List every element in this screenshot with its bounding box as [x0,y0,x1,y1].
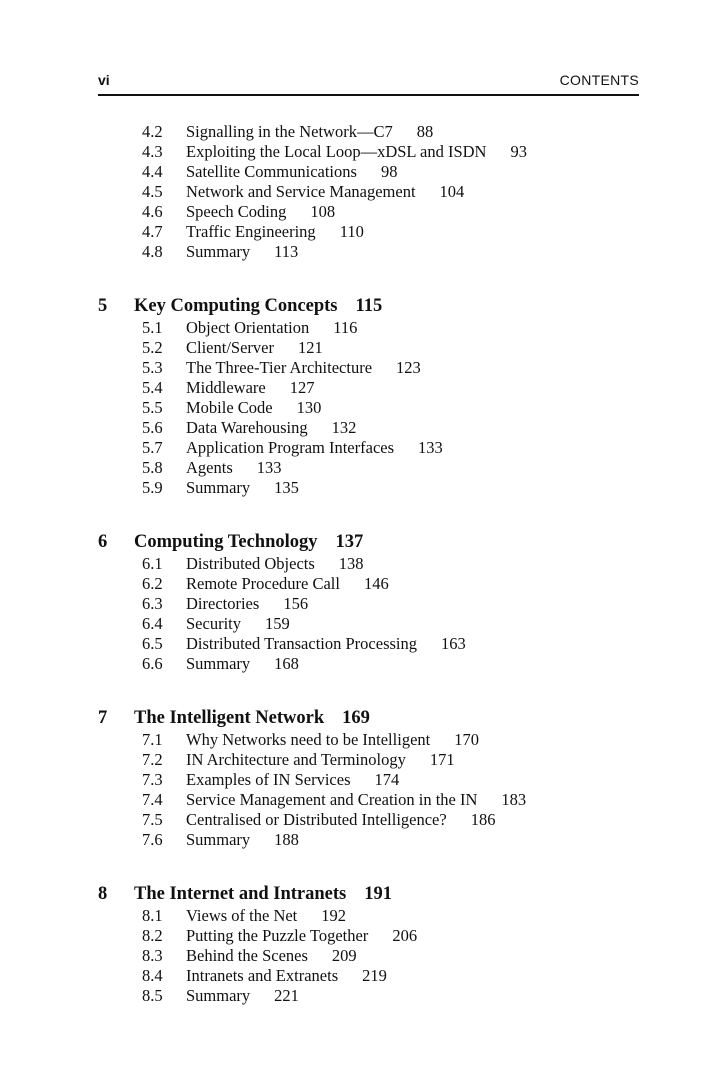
toc-section-entry [98,222,658,242]
page-number: vi [98,72,110,88]
section-number: 7.6 [142,830,163,849]
chapter-page: 169 [342,708,370,728]
toc-section-entry [98,554,658,574]
section-number: 8.4 [142,966,163,985]
toc-section-entry [98,458,658,478]
section-number: 7.3 [142,770,163,789]
section-number: 4.7 [142,222,163,241]
toc-section-entry [98,162,658,182]
section-title: Service Management and Creation in the IN [186,790,478,809]
section-title: Signalling in the Network—C7 [186,122,393,141]
section-title: Directories [186,594,260,613]
section-title: Summary [186,242,251,261]
section-title: Middleware [186,378,266,397]
toc-section-entry [98,438,658,458]
toc-section-entry [98,926,658,946]
chapter-page: 137 [335,532,364,552]
section-page: 133 [256,458,282,477]
section-number: 5.7 [142,438,163,457]
section-title: Remote Procedure Call [186,574,340,593]
toc-section-entry [98,318,658,338]
toc-chapter-block [98,884,658,1006]
chapter-number: 8 [98,884,108,904]
section-number: 6.1 [142,554,163,573]
section-title: Behind the Scenes [186,946,308,965]
chapter-number: 7 [98,708,108,728]
section-number: 6.5 [142,634,163,653]
section-number: 5.6 [142,418,163,437]
section-page: 121 [297,338,323,357]
section-page: 104 [439,182,465,201]
toc-section-entry [98,358,658,378]
section-page: 88 [416,122,434,141]
section-number: 4.4 [142,162,163,181]
section-number: 5.5 [142,398,163,417]
section-title: Security [186,614,241,633]
chapter-title: Key Computing Concepts [134,296,338,316]
section-number: 8.2 [142,926,163,945]
section-number: 4.5 [142,182,163,201]
section-number: 8.3 [142,946,163,965]
section-page: 110 [339,222,364,241]
section-number: 4.8 [142,242,163,261]
section-title: Mobile Code [186,398,273,417]
section-number: 6.2 [142,574,163,593]
toc-section-entry [98,750,658,770]
chapter-page: 115 [355,296,383,316]
table-of-contents [98,122,658,1040]
toc-section-entry [98,790,658,810]
toc-section-entry [98,730,658,750]
toc-section-entry [98,242,658,262]
section-page: 138 [338,554,364,573]
toc-section-entry [98,122,658,142]
section-number: 6.4 [142,614,163,633]
toc-section-entry [98,810,658,830]
section-page: 183 [501,790,527,809]
section-page: 209 [331,946,357,965]
chapter-title: The Internet and Intranets [134,884,347,904]
chapter-title: The Intelligent Network [134,708,325,728]
section-title: Data Warehousing [186,418,308,437]
toc-section-entry [98,338,658,358]
section-page: 116 [333,318,358,337]
section-page: 168 [274,654,299,673]
toc-section-entry [98,182,658,202]
section-number: 4.2 [142,122,163,141]
section-number: 5.3 [142,358,163,377]
section-title: Traffic Engineering [186,222,316,241]
section-number: 4.6 [142,202,163,221]
section-title: Exploiting the Local Loop—xDSL and ISDN [186,142,487,161]
section-title: Intranets and Extranets [186,966,339,985]
section-page: 98 [380,162,398,181]
section-page: 163 [441,634,466,653]
section-page: 219 [362,966,387,985]
section-title: Summary [186,478,251,497]
section-page: 146 [363,574,389,593]
toc-section-entry [98,634,658,654]
section-number: 7.5 [142,810,163,829]
section-page: 123 [396,358,421,377]
section-number: 5.9 [142,478,163,497]
section-title: Summary [186,654,251,673]
section-number: 7.4 [142,790,163,809]
toc-section-entry [98,378,658,398]
toc-section-entry [98,478,658,498]
section-title: Summary [186,986,251,1005]
section-number: 8.1 [142,906,163,925]
section-number: 7.1 [142,730,163,749]
toc-section-entry [98,966,658,986]
section-page: 156 [283,594,309,613]
page-header [98,70,639,96]
section-title: Distributed Objects [186,554,315,573]
section-number: 5.2 [142,338,163,357]
section-page: 135 [274,478,299,497]
section-title: Views of the Net [186,906,298,925]
chapter-number: 6 [98,532,108,552]
section-page: 188 [274,830,299,849]
section-number: 5.1 [142,318,163,337]
section-number: 5.8 [142,458,163,477]
chapter-heading [98,708,658,730]
toc-section-entry [98,142,658,162]
chapter-heading [98,532,658,554]
section-title: Summary [186,830,251,849]
toc-section-entry [98,418,658,438]
section-number: 7.2 [142,750,163,769]
toc-section-entry [98,946,658,966]
toc-chapter-block [98,708,658,850]
toc-section-entry [98,202,658,222]
section-title: Putting the Puzzle Together [186,926,369,945]
section-page: 108 [310,202,336,221]
section-title: Network and Service Management [186,182,416,201]
toc-section-entry [98,614,658,634]
section-page: 174 [374,770,400,789]
section-title: Examples of IN Services [186,770,351,789]
chapter-heading [98,296,658,318]
section-number: 8.5 [142,986,163,1005]
section-page: 133 [418,438,443,457]
toc-section-entry [98,574,658,594]
toc-section-entry [98,830,658,850]
toc-chapter-block [98,296,658,498]
toc-chapter-block [98,122,658,262]
section-number: 5.4 [142,378,163,397]
toc-section-entry [98,986,658,1006]
chapter-page: 191 [364,884,392,904]
section-number: 6.6 [142,654,163,673]
section-title: Satellite Communications [186,162,357,181]
section-title: Speech Coding [186,202,287,221]
section-title: Application Program Interfaces [186,438,395,457]
section-page: 93 [510,142,527,161]
toc-chapter-block [98,532,658,674]
section-page: 130 [296,398,322,417]
section-title: Object Orientation [186,318,310,337]
section-title: Client/Server [186,338,274,357]
section-page: 132 [331,418,357,437]
section-page: 221 [274,986,299,1005]
section-title: IN Architecture and Terminology [186,750,406,769]
toc-section-entry [98,398,658,418]
chapter-title: Computing Technology [134,532,318,552]
chapter-heading [98,884,658,906]
section-page: 113 [274,242,299,261]
toc-section-entry [98,654,658,674]
section-number: 4.3 [142,142,163,161]
section-title: Centralised or Distributed Intelligence? [186,810,447,829]
toc-section-entry [98,770,658,790]
section-page: 206 [392,926,418,945]
section-title: The Three-Tier Architecture [186,358,373,377]
section-page: 159 [265,614,290,633]
section-page: 170 [454,730,479,749]
running-title: CONTENTS [559,72,639,88]
section-title: Distributed Transaction Processing [186,634,417,653]
toc-section-entry [98,594,658,614]
toc-section-entry [98,906,658,926]
section-page: 192 [321,906,347,925]
section-page: 127 [289,378,315,397]
section-title: Why Networks need to be Intelligent [186,730,431,749]
section-number: 6.3 [142,594,163,613]
section-page: 171 [429,750,455,769]
section-title: Agents [186,458,233,477]
section-page: 186 [470,810,496,829]
chapter-number: 5 [98,296,108,316]
